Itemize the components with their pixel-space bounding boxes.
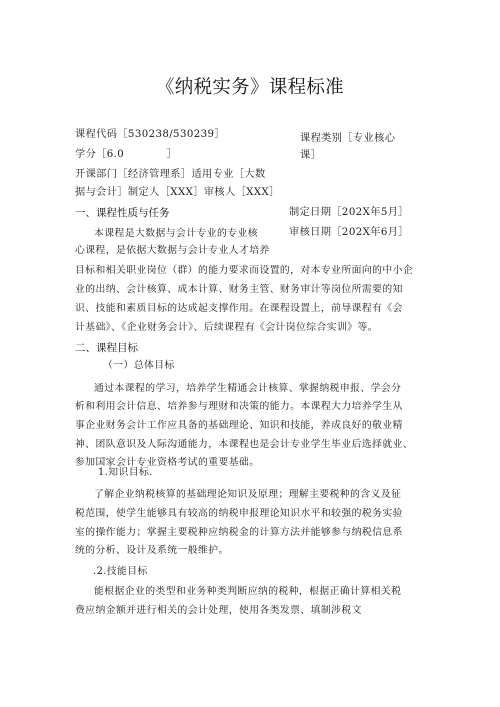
- skill-goal-line: 能根据企业的类型和业务种类判断应纳的税种，根据正确计算相关税: [94, 586, 402, 597]
- section-2-line: 析和利用会计信息、培养参与理财和决策的能力。本课程大力培养学生从: [75, 401, 403, 412]
- credits: 学分［6.0 ］: [75, 149, 178, 160]
- knowledge-goal-line: 了解企业纳税核算的基础理论知识及原理；理解主要税种的含义及征: [94, 489, 402, 500]
- section-2-subheading: （一）总体目标: [103, 360, 175, 371]
- section-1-line: 本课程是大数据与会计专业的专业核: [94, 228, 258, 239]
- course-code: 课程代码［530238/530239］: [75, 129, 225, 140]
- department-line-2: 据与会计］制定人［XXX］审核人［XXX］: [75, 187, 280, 198]
- section-2-line: 事企业财务会计工作应具备的基础理论、知识和技能，养成良好的敬业精: [75, 420, 403, 431]
- section-2-line: 通过本课程的学习，培养学生精通会计核算、掌握纳税申报、学会分: [94, 383, 402, 394]
- course-type-line-1: 课程类别［专业核心: [300, 133, 396, 144]
- section-1-line: 计基础》、《企业财务会计》、后续课程有《会计岗位综合实训》等。: [75, 322, 378, 333]
- section-2-line: 神、团队意识及人际沟通能力，本课程也是会计专业学生毕业后选择就业、: [75, 439, 414, 450]
- section-1-line: 目标和相关职业岗位（群）的能力要求而设置的，对本专业所面向的中小企: [75, 265, 414, 276]
- page-title: 《纳税实务》课程标准: [155, 77, 344, 98]
- section-1-line: 业的出纳、会计核算、成本计算、财务主管、财务审计等岗位所需要的知: [75, 284, 403, 295]
- knowledge-goal-line: 税范围，使学生能够具有较高的纳税申报理论知识水平和较强的税务实验: [75, 508, 403, 519]
- knowledge-goal-line: 统的分析、设计及系统一般维护。: [75, 545, 229, 556]
- knowledge-goal-line: 室的操作能力；掌握主要税种应纳税金的计算方法并能够参与纳税信息系: [75, 527, 403, 538]
- section-2-line: 参加国家会计专业资格考试的重要基础。: [75, 457, 260, 468]
- department-line-1: 开课部门［经济管理系］适用专业［大数: [75, 169, 266, 180]
- section-1-line: 心课程，是依据大数据与会计专业人才培养: [75, 245, 270, 256]
- section-1-heading: 一、课程性质与任务: [75, 207, 170, 219]
- knowledge-goal-heading: 1.知识目标.: [98, 467, 153, 478]
- course-type-line-2: 课］: [300, 150, 322, 161]
- made-date: 制定日期［202X年5月］: [289, 207, 409, 218]
- skill-goal-line: 费应纳金额并进行相关的会计处理，使用各类发票、填制涉税文: [75, 605, 362, 616]
- section-1-line: 识、技能和素质目标的达成起支撑作用。在课程设置上，前导课程有《会: [75, 303, 403, 314]
- review-date: 审核日期［202X年6月］: [289, 227, 409, 238]
- skill-goal-heading: .2.技能目标: [93, 566, 148, 577]
- section-2-heading: 二、课程目标: [75, 342, 138, 354]
